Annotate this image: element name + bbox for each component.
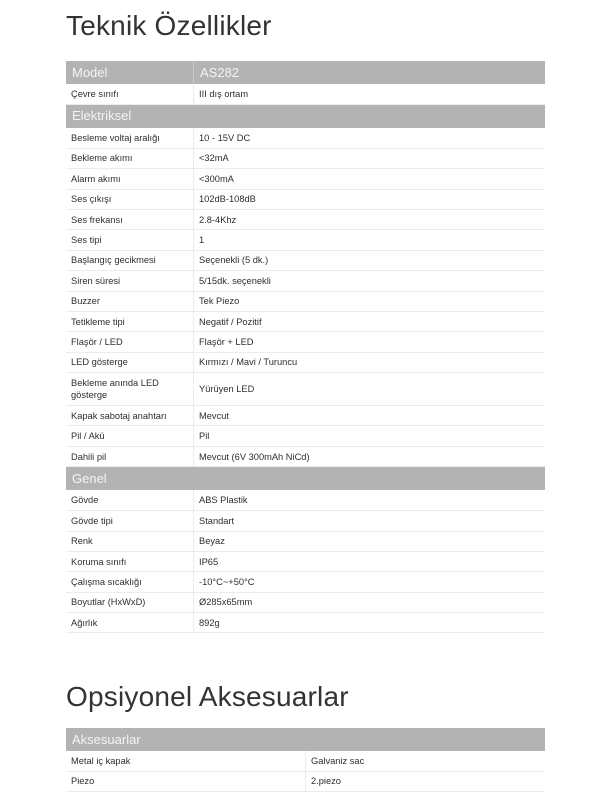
table-row <box>66 551 545 571</box>
spec-value: -10°C~+50°C <box>194 572 546 592</box>
spec-key: Alarm akımı <box>66 169 194 189</box>
spec-key: Pil / Akü <box>66 426 194 446</box>
spec-key: Ses frekansı <box>66 209 194 229</box>
table-row <box>66 373 545 406</box>
spec-value: Mevcut <box>194 406 546 426</box>
spec-table <box>66 61 545 633</box>
spec-key: Bekleme akımı <box>66 148 194 168</box>
spec-key: Çevre sınıfı <box>66 84 194 104</box>
table-row <box>66 169 545 189</box>
section-header: Elektriksel <box>66 104 545 128</box>
table-row <box>66 189 545 209</box>
spec-value: Negatif / Pozitif <box>194 311 546 331</box>
table-row <box>66 406 545 426</box>
table-row <box>66 271 545 291</box>
spec-key: Gövde <box>66 490 194 510</box>
spec-value: Mevcut (6V 300mAh NiCd) <box>194 446 546 466</box>
accessories-header: Aksesuarlar <box>66 728 545 751</box>
table-row <box>66 148 545 168</box>
spec-value: Flaşör + LED <box>194 332 546 352</box>
table-row <box>66 332 545 352</box>
accessory-value: Galvaniz sac <box>306 751 546 771</box>
table-row <box>66 426 545 446</box>
page-title: Teknik Özellikler <box>66 10 272 41</box>
table-row <box>66 511 545 531</box>
spec-key: Flaşör / LED <box>66 332 194 352</box>
spec-value: Tek Piezo <box>194 291 546 311</box>
section-header-row <box>66 467 545 491</box>
table-row <box>66 771 545 791</box>
table-row <box>66 128 545 148</box>
spec-key: Ses çıkışı <box>66 189 194 209</box>
table-row <box>66 230 545 250</box>
spec-key: LED gösterge <box>66 352 194 372</box>
spec-value: 892g <box>194 613 546 633</box>
table-row <box>66 209 545 229</box>
table-row <box>66 531 545 551</box>
section-header-row <box>66 104 545 128</box>
accessories-title: Opsiyonel Aksesuarlar <box>66 681 349 712</box>
section-header: Genel <box>66 467 545 491</box>
table-row <box>66 751 545 771</box>
spec-value: 2.8-4Khz <box>194 209 546 229</box>
header-value-cell: AS282 <box>194 61 546 84</box>
spec-key: Gövde tipi <box>66 511 194 531</box>
spec-key: Bekleme anında LED gösterge <box>66 373 194 406</box>
spec-value: Beyaz <box>194 531 546 551</box>
spec-key: Başlangıç gecikmesi <box>66 250 194 270</box>
spec-value: 10 - 15V DC <box>194 128 546 148</box>
accessory-key: Metal iç kapak <box>66 751 306 771</box>
spec-key: Çalışma sıcaklığı <box>66 572 194 592</box>
spec-key: Siren süresi <box>66 271 194 291</box>
table-row <box>66 250 545 270</box>
table-row <box>66 490 545 510</box>
spec-key: Koruma sınıfı <box>66 551 194 571</box>
spec-value: Kırmızı / Mavi / Turuncu <box>194 352 546 372</box>
table-row <box>66 291 545 311</box>
spec-value: 102dB-108dB <box>194 189 546 209</box>
accessories-table <box>66 728 545 792</box>
spec-value: III dış ortam <box>194 84 546 104</box>
spec-value: ABS Plastik <box>194 490 546 510</box>
table-header-row <box>66 61 545 84</box>
accessory-key: Piezo <box>66 771 306 791</box>
spec-key: Ses tipi <box>66 230 194 250</box>
table-row <box>66 572 545 592</box>
spec-value: Pil <box>194 426 546 446</box>
spec-value: Standart <box>194 511 546 531</box>
spec-key: Besleme voltaj aralığı <box>66 128 194 148</box>
accessory-value: 2.piezo <box>306 771 546 791</box>
table-row <box>66 311 545 331</box>
spec-value: <32mA <box>194 148 546 168</box>
spec-value: Yürüyen LED <box>194 373 546 406</box>
spec-key: Dahili pil <box>66 446 194 466</box>
spec-value: Ø285x65mm <box>194 592 546 612</box>
spec-key: Tetikleme tipi <box>66 311 194 331</box>
spec-key: Buzzer <box>66 291 194 311</box>
table-row <box>66 352 545 372</box>
table-row <box>66 613 545 633</box>
header-key-cell: Model <box>66 61 194 84</box>
spec-value: Seçenekli (5 dk.) <box>194 250 546 270</box>
spec-key: Ağırlık <box>66 613 194 633</box>
spec-value: IP65 <box>194 551 546 571</box>
table-row <box>66 592 545 612</box>
spec-value: <300mA <box>194 169 546 189</box>
spec-value: 1 <box>194 230 546 250</box>
table-row <box>66 84 545 104</box>
table-row <box>66 446 545 466</box>
spec-key: Kapak sabotaj anahtarı <box>66 406 194 426</box>
spec-key: Boyutlar (HxWxD) <box>66 592 194 612</box>
accessories-header-row <box>66 728 545 751</box>
spec-value: 5/15dk. seçenekli <box>194 271 546 291</box>
spec-key: Renk <box>66 531 194 551</box>
